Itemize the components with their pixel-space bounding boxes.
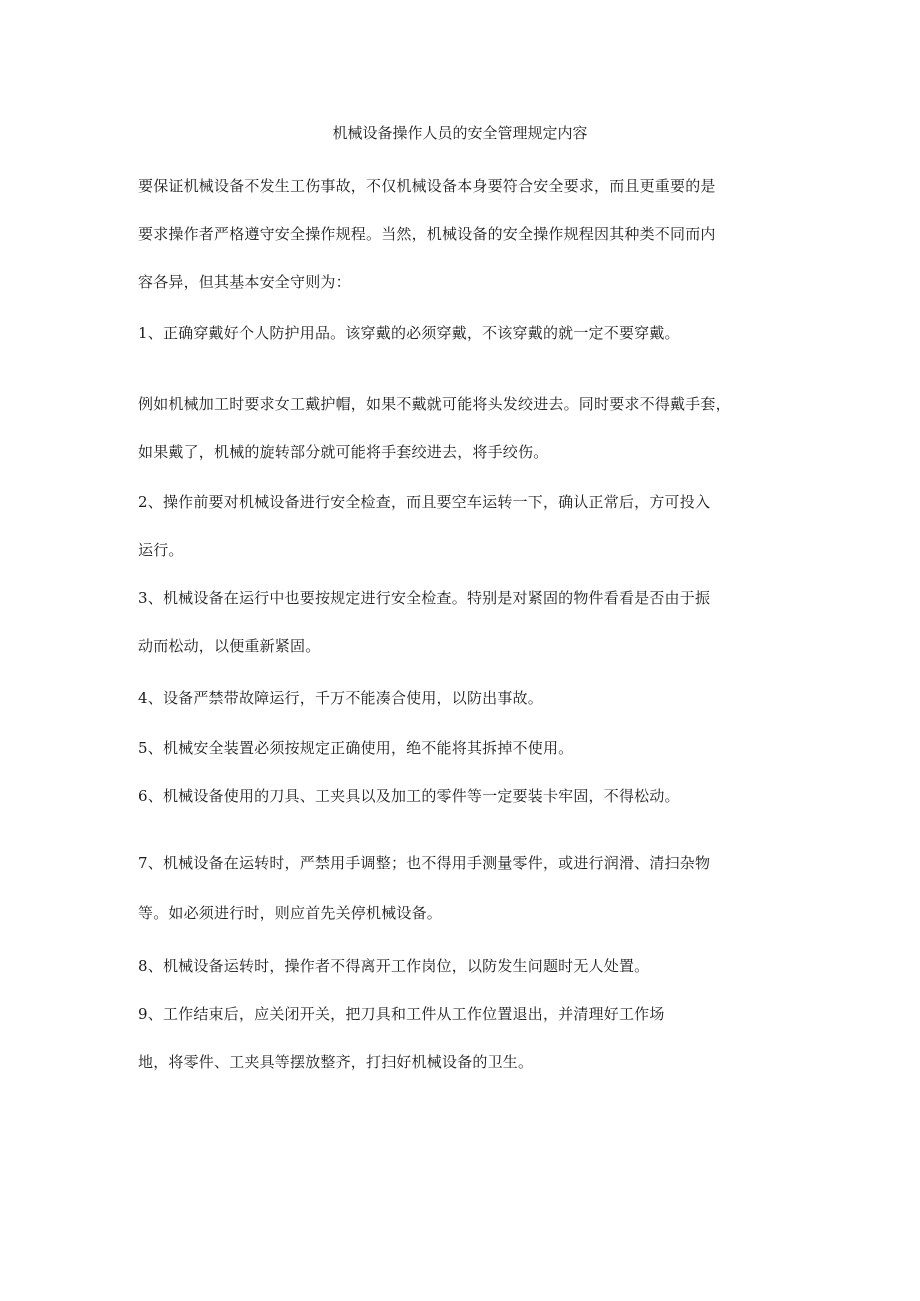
paragraph-line: 动而松动，以便重新紧固。 [138, 637, 321, 655]
rule-item-8: 8、机械设备运转时，操作者不得离开工作岗位，以防发生问题时无人处置。 [138, 957, 650, 975]
rule-item-4: 4、设备严禁带故障运行，千万不能凑合使用，以防出事故。 [138, 689, 543, 707]
rule-item-2: 2、操作前要对机械设备进行安全检查，而且要空车运转一下，确认正常后，方可投入 [138, 493, 711, 511]
paragraph-line: 要求操作者严格遵守安全操作规程。当然，机械设备的安全操作规程因其种类不同而内 [138, 225, 716, 243]
paragraph-line: 等。如必须进行时，则应首先关停机械设备。 [138, 904, 443, 922]
paragraph-line: 要保证机械设备不发生工伤事故，不仅机械设备本身要符合安全要求，而且更重要的是 [138, 177, 716, 195]
rule-item-7: 7、机械设备在运转时，严禁用手调整；也不得用手测量零件，或进行润滑、清扫杂物 [138, 854, 711, 872]
paragraph-line: 地，将零件、工夹具等摆放整齐，打扫好机械设备的卫生。 [138, 1053, 534, 1071]
rule-item-1: 1、正确穿戴好个人防护用品。该穿戴的必须穿戴，不该穿戴的就一定不要穿戴。 [138, 324, 680, 342]
paragraph-line: 如果戴了，机械的旋转部分就可能将手套绞进去，将手绞伤。 [138, 443, 549, 461]
paragraph-line: 例如机械加工时要求女工戴护帽，如果不戴就可能将头发绞进去。同时要求不得戴手套， [138, 395, 731, 413]
rule-item-9: 9、工作结束后，应关闭开关，把刀具和工件从工作位置退出，并清理好工作场 [138, 1005, 665, 1023]
rule-item-3: 3、机械设备在运行中也要按规定进行安全检查。特别是对紧固的物件看看是否由于振 [138, 589, 711, 607]
paragraph-line: 容各异，但其基本安全守则为： [138, 273, 351, 291]
paragraph-line: 运行。 [138, 541, 184, 559]
rule-item-5: 5、机械安全装置必须按规定正确使用，绝不能将其拆掉不使用。 [138, 739, 574, 757]
document-title: 机械设备操作人员的安全管理规定内容 [332, 124, 588, 142]
rule-item-6: 6、机械设备使用的刀具、工夹具以及加工的零件等一定要装卡牢固，不得松动。 [138, 787, 680, 805]
